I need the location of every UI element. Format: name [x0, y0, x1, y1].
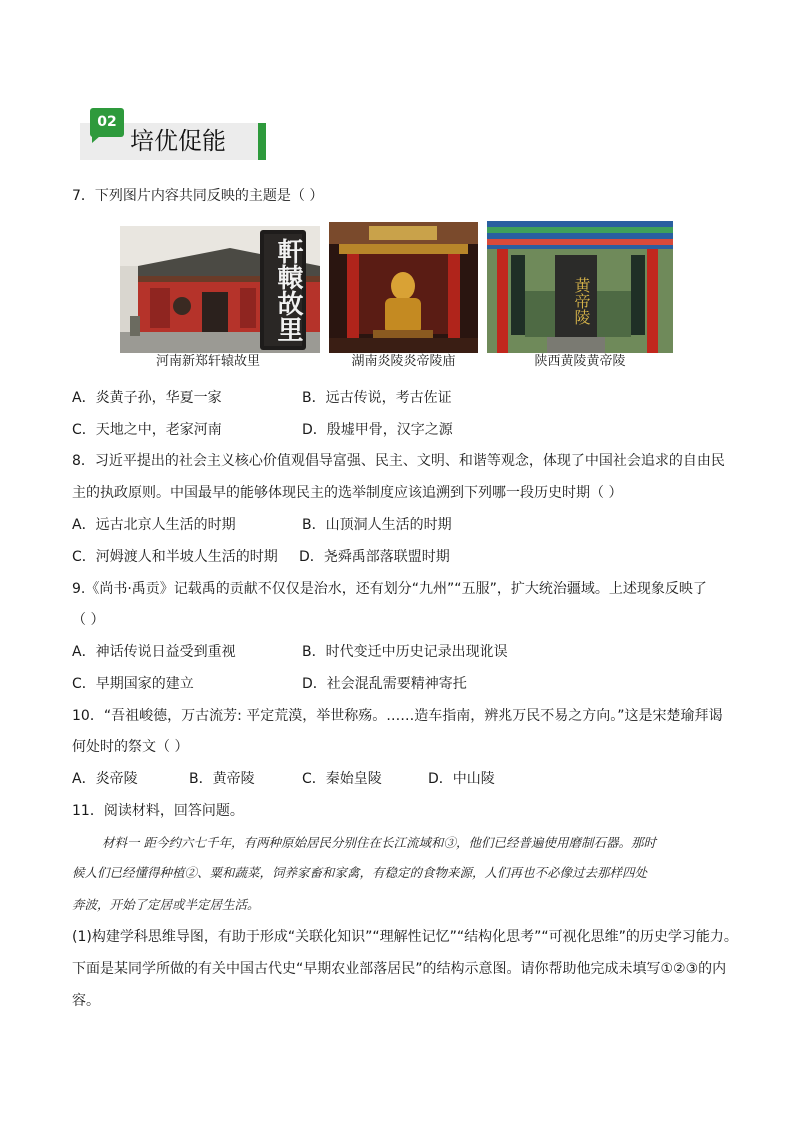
q10-option-d: D．中山陵 [428, 771, 495, 787]
photo-huangdi-mausoleum [487, 221, 673, 353]
q8-option-b: B．山顶洞人生活的时期 [302, 517, 452, 533]
q9-option-b: B．时代变迁中历史记录出现讹误 [302, 644, 508, 660]
photo-caption-3: 陕西黄陵黄帝陵 [534, 354, 626, 369]
photo-stele-text: 黄帝陵 [572, 277, 591, 325]
question-9-stem-line-1: 9.《尚书·禹贡》记载禹的贡献不仅仅是治水，还有划分“九州”“五服”，扩大统治疆域。上述现象反映了 [72, 581, 707, 597]
section-number-badge: 02 [90, 108, 124, 137]
photo-sign-text: 軒轅故里 [273, 238, 303, 342]
photo-yandi-temple [329, 222, 478, 353]
q7-option-d: D．殷墟甲骨，汉字之源 [302, 422, 453, 438]
q9-option-d: D．社会混乱需要精神寄托 [302, 676, 467, 692]
q9-option-a: A．神话传说日益受到重视 [72, 644, 236, 660]
photo-xuanyuan-hometown [120, 226, 320, 353]
q10-option-a: A．炎帝陵 [72, 771, 138, 787]
q11-material-line-3: 奔波，开始了定居或半定居生活。 [72, 897, 260, 912]
question-8-stem-line-1: 8．习近平提出的社会主义核心价值观倡导富强、民主、文明、和谐等观念，体现了中国社会追求的自由民 [72, 453, 725, 469]
q7-option-b: B．远古传说，考古佐证 [302, 390, 452, 406]
section-title: 培优促能 [130, 127, 226, 155]
question-10-stem-line-2: 何处时的祭文（ ） [72, 739, 189, 755]
q11-subquestion-line-1: (1)构建学科思维导图，有助于形成“关联化知识”“理解性记忆”“结构化思考”“可视化思维”的历史学习能力。 [72, 929, 738, 945]
q7-option-a: A．炎黄子孙，华夏一家 [72, 390, 222, 406]
q8-option-a: A．远古北京人生活的时期 [72, 517, 236, 533]
question-10-stem-line-1: 10．“吾祖峻德，万古流芳: 平定荒漠，举世称殇。……造车指南，辨兆万民不易之方向。”这是宋楚瑜拜谒 [72, 708, 723, 724]
q10-option-b: B．黄帝陵 [189, 771, 255, 787]
photo-yandi-temple-graphic [329, 222, 478, 353]
q11-subquestion-line-3: 容。 [72, 993, 100, 1009]
photo-caption-2: 湖南炎陵炎帝陵庙 [351, 354, 456, 369]
q11-material-line-2: 候人们已经懂得种植②、粟和蔬菜，饲养家畜和家禽，有稳定的食物来源，人们再也不必像过去那样四处 [72, 865, 648, 880]
q8-option-c: C．河姆渡人和半坡人生活的时期 [72, 549, 278, 565]
q8-option-d: D．尧舜禹部落联盟时期 [299, 549, 450, 565]
question-11-stem: 11．阅读材料，回答问题。 [72, 803, 244, 819]
question-9-stem-line-2: （ ） [72, 612, 105, 628]
q11-material-line-1: 材料一 距今约六七千年，有两种原始居民分别住在长江流域和③，他们已经普遍使用磨制石器。那时 [102, 835, 656, 850]
q9-option-c: C．早期国家的建立 [72, 676, 194, 692]
section-header-accent-bar [258, 123, 266, 160]
section-number-tail [92, 136, 100, 143]
photo-caption-1: 河南新郑轩辕故里 [155, 354, 260, 369]
question-8-stem-line-2: 主的执政原则。中国最早的能够体现民主的选举制度应该追溯到下列哪一段历史时期（ ） [72, 485, 623, 501]
q7-option-c: C．天地之中，老家河南 [72, 422, 222, 438]
q10-option-c: C．秦始皇陵 [302, 771, 382, 787]
question-7-stem: 7．下列图片内容共同反映的主题是（ ） [72, 188, 324, 204]
q11-subquestion-line-2: 下面是某同学所做的有关中国古代史“早期农业部落居民”的结构示意图。请你帮助他完成未填写①②③的内 [72, 961, 727, 977]
